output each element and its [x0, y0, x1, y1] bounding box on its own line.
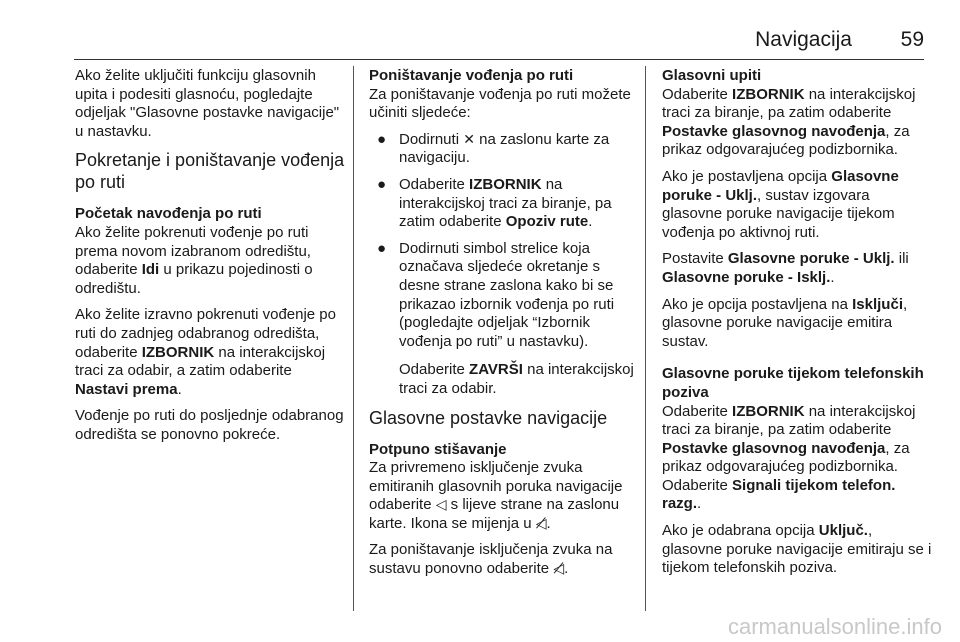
section-heading: Pokretanje i poništavanje vođenja po ruti	[75, 150, 345, 193]
page-number: 59	[900, 28, 924, 51]
intro-paragraph: Ako želite uključiti funkciju glasovnih upita i podesiti glasnoću, pogledajte odjeljak "Glasovne postavke navigacije" u nastavku.	[75, 67, 340, 140]
paragraph: Ako je odabrana opcija Uključ., glasovne poruke navigacije emitiraju se i tijekom telefonskih poziva.	[662, 522, 932, 577]
page-footer	[0, 612, 960, 642]
column-1	[75, 67, 345, 453]
watermark: carmanualsonline.info	[727, 614, 942, 639]
section-title: Navigacija	[755, 28, 852, 51]
column-divider	[353, 66, 354, 611]
list-item: ● Odaberite IZBORNIK na interakcijskoj traci za biranje, pa zatim odaberite Opoziv rute.	[377, 175, 612, 231]
speaker-icon: ◁	[435, 497, 447, 514]
list-item: ● Dodirnuti simbol strelice koja označava sljedeće okretanje s desne strane zaslona kako bi se prikazao izbornik vođenja po ruti (pogledajte odjeljak “Izbornik vođenja po ruti” u nastavku).	[377, 239, 615, 350]
paragraph: Ako želite pokrenuti vođenje po ruti prema novom izabranom odredištu, odaberite Idi u prikazu pojedinosti o odredištu.	[75, 223, 313, 297]
subsection-heading: Početak navođenja po ruti	[75, 205, 262, 223]
header-rule	[74, 59, 924, 60]
speaker-muted-icon: ◁̸	[553, 561, 565, 578]
paragraph: Za poništavanje isključenja zvuka na sustavu ponovno odaberite ◁̸.	[369, 541, 613, 578]
section-heading: Glasovne postavke navigacije	[369, 407, 608, 428]
bullet-icon: ●	[377, 239, 387, 257]
list-item: ● Dodirnuti ✕ na zaslonu karte za navigaciju.	[377, 130, 610, 167]
paragraph: Ako je opcija postavljena na Isključi, glasovne poruke navigacije emitira sustav.	[662, 295, 908, 350]
bullet-icon: ●	[377, 175, 387, 193]
column-divider	[645, 66, 646, 611]
close-icon: ✕	[463, 131, 475, 148]
paragraph: Odaberite IZBORNIK na interakcijskoj traci za biranje, pa zatim odaberite Postavke glasovnog navođenja, za prikaz odgovarajućeg podizbornika. Odaberite Signali tijekom telefon. razg..	[662, 402, 916, 513]
paragraph: Ako želite izravno pokrenuti vođenje po ruti do zadnjeg odabranog odredišta, odaberite IZBORNIK na interakcijskoj traci za odabir, a zatim odaberite Nastavi prema.	[75, 306, 336, 398]
paragraph: Postavite Glasovne poruke - Uklj. ili Glasovne poruke - Isklj..	[662, 250, 909, 286]
paragraph: Odaberite IZBORNIK na interakcijskoj traci za biranje, pa zatim odaberite Postavke glasovnog navođenja, za prikaz odgovarajućeg podizbornika.	[662, 85, 916, 159]
column-2	[369, 67, 634, 587]
paragraph: Za privremeno isključenje zvuka emitiranih glasovnih poruka navigacije odaberite ◁ s lijeve strane na zaslonu karte. Ikona se mijenja u ◁̸.	[369, 459, 623, 532]
subsection-heading: Potpuno stišavanje	[369, 440, 507, 458]
paragraph: Za poništavanje vođenja po ruti možete učiniti sljedeće:	[369, 85, 631, 122]
subsection-heading: Poništavanje vođenja po ruti	[369, 67, 574, 84]
bullet-icon: ●	[377, 130, 387, 148]
subsection-heading: Glasovne poruke tijekom telefonskih poziva	[662, 365, 924, 401]
column-3	[662, 67, 932, 586]
subsection-heading: Glasovni upiti	[662, 67, 762, 84]
speaker-muted-icon: ◁̸	[535, 515, 547, 532]
page-header	[0, 28, 960, 56]
paragraph: Ako je postavljena opcija Glasovne poruke - Uklj., sustav izgovara glasovne poruke navigacije tijekom vođenja po aktivnoj ruti.	[662, 167, 899, 241]
bullet-list	[369, 131, 634, 352]
paragraph: Odaberite ZAVRŠI na interakcijskoj traci za odabir.	[399, 361, 634, 397]
paragraph: Vođenje po ruti do posljednje odabranog odredišta se ponovno pokreće.	[75, 407, 344, 443]
